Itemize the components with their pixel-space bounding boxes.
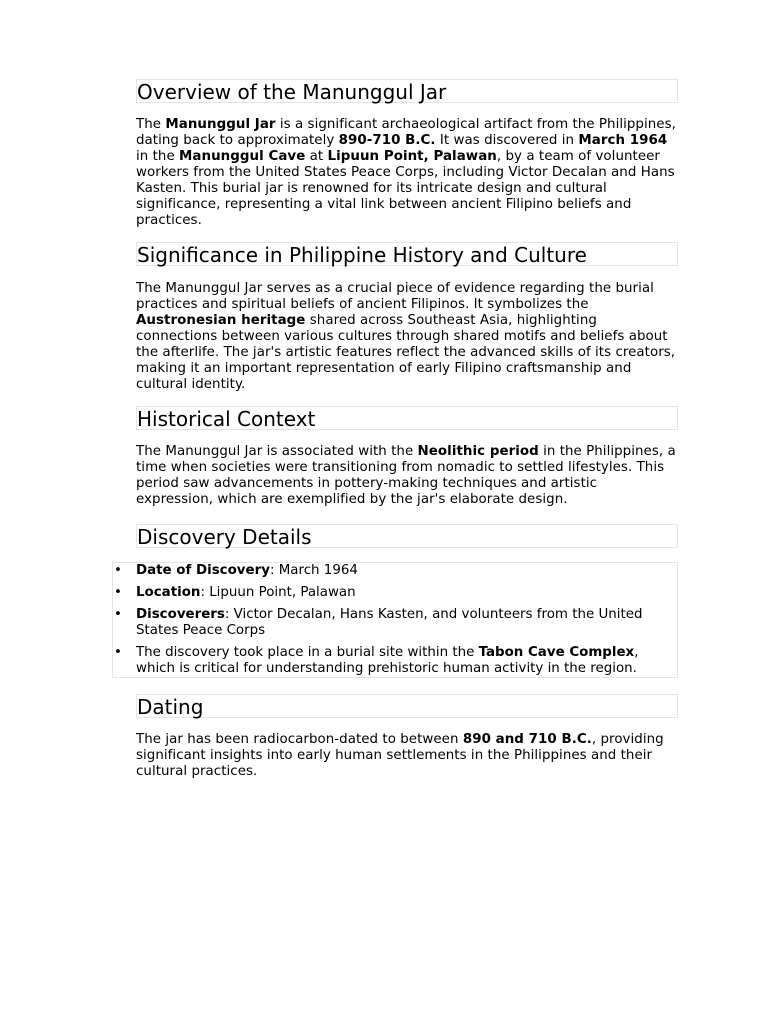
bold-run: Manunggul Cave <box>179 149 306 164</box>
bold-run: 890-710 B.C. <box>338 133 436 148</box>
item-label: Location <box>136 585 201 600</box>
bullet-icon: • <box>114 585 122 600</box>
item-text: : March 1964 <box>269 563 358 578</box>
list-item <box>113 585 677 601</box>
text-run: The <box>136 117 166 132</box>
list-item <box>113 607 677 639</box>
text-run: in the <box>136 149 180 164</box>
text-run: The Manunggul Jar is associated with the <box>136 444 418 459</box>
text-run: The Manunggul Jar serves as a crucial piece of evidence regarding the burial practices and spiritual beliefs of ancient Filipinos. It symbolizes the <box>136 281 654 312</box>
item-label: Tabon Cave Complex <box>478 645 635 660</box>
text-run: shared across Southeast Asia, highlighting connections between various cultures through shared motifs and beliefs about the afterlife. The jar's artistic features reflect the advanced skills of its creators, making it an important representation of early Filipino craftsmanship and cultural identity. <box>136 313 676 392</box>
list-item <box>113 645 677 677</box>
text-run: , providing significant insights into early human settlements in the Philippines and their cultural practices. <box>136 732 664 779</box>
list-item <box>113 563 677 579</box>
text-run: is a significant archaeological artifact from the Philippines, dating back to approximately <box>136 117 676 148</box>
item-label: Discoverers <box>136 607 225 622</box>
bold-run: March 1964 <box>578 133 668 148</box>
bullet-icon: • <box>114 563 122 578</box>
text-run: in the Philippines, a time when societies were transitioning from nomadic to settled lifestyles. This period saw advancements in pottery-making techniques and artistic expression, which are exemplified by the jar's elaborate design. <box>136 444 676 507</box>
text-run: It was discovered in <box>435 133 579 148</box>
document-page <box>114 79 678 780</box>
context-paragraph <box>136 444 678 508</box>
item-text: : Lipuun Point, Palawan <box>200 585 356 600</box>
text-run: at <box>305 149 328 164</box>
section-heading-dating: Dating <box>136 694 678 718</box>
item-text: The discovery took place in a burial site within the <box>136 645 479 660</box>
bullet-icon: • <box>114 607 122 622</box>
section-heading-significance: Significance in Philippine History and Culture <box>136 242 678 266</box>
text-run: , by a team of volunteer workers from the United States Peace Corps, including Victor Decalan and Hans Kasten. This burial jar is renowned for its intricate design and cultural significance, representing a vital link between ancient Filipino beliefs and practices. <box>136 149 675 228</box>
bold-run: 890 and 710 B.C. <box>462 732 592 747</box>
section-heading-context: Historical Context <box>136 406 678 430</box>
bullet-icon: • <box>114 645 122 660</box>
bold-run: Manunggul Jar <box>165 117 276 132</box>
section-heading-discovery: Discovery Details <box>136 524 678 548</box>
item-label: Date of Discovery <box>136 563 270 578</box>
discovery-list <box>112 562 678 678</box>
bold-run: Neolithic period <box>417 444 539 459</box>
item-text: : Victor Decalan, Hans Kasten, and volunteers from the United States Peace Corps <box>136 607 643 638</box>
section-heading-overview: Overview of the Manunggul Jar <box>136 79 678 103</box>
dating-paragraph <box>136 732 678 780</box>
bold-run: Austronesian heritage <box>136 313 306 328</box>
item-text: , which is critical for understanding prehistoric human activity in the region. <box>136 645 639 676</box>
bold-run: Lipuun Point, Palawan <box>327 149 497 164</box>
overview-paragraph <box>136 117 678 229</box>
text-run: The jar has been radiocarbon-dated to between <box>136 732 463 747</box>
significance-paragraph <box>136 281 678 393</box>
